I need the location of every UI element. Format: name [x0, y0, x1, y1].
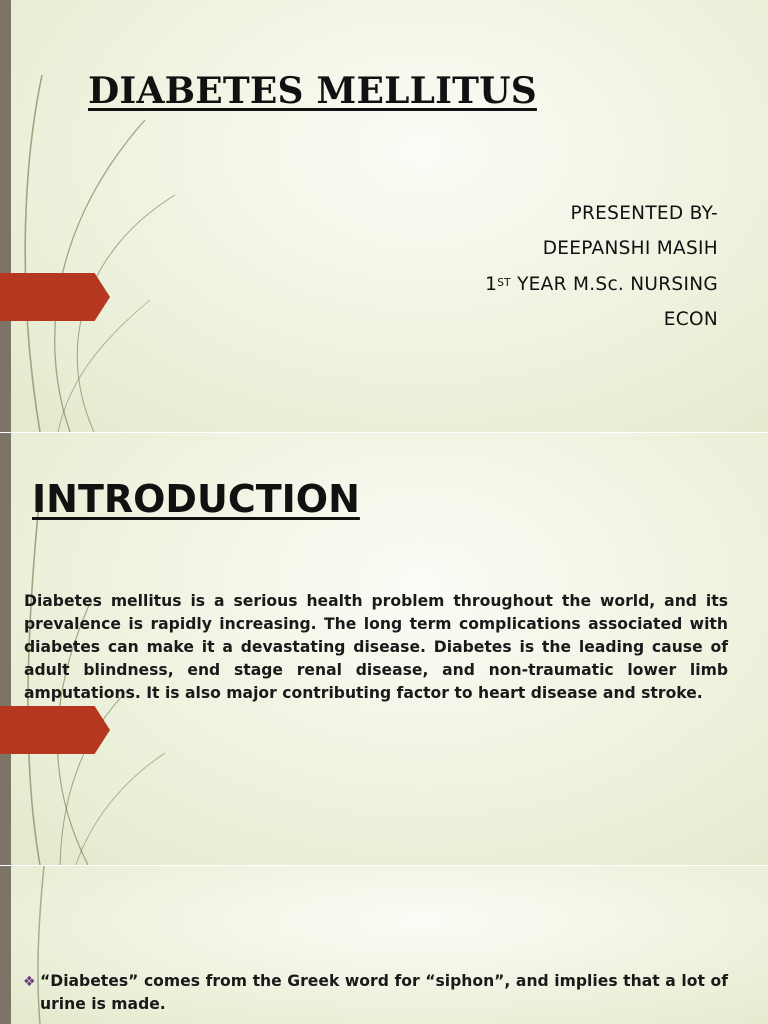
accent-arrow-tab [0, 706, 110, 754]
presented-by-label: PRESENTED BY- [570, 203, 718, 224]
presenter-year: 1ST YEAR M.Sc. NURSING [485, 274, 718, 295]
slide-left-bar [0, 866, 11, 1024]
slide-left-bar [0, 0, 11, 432]
etymology-text: “Diabetes” comes from the Greek word for “siphon”, and implies that a lot of urine is made. [40, 972, 728, 1013]
introduction-heading: INTRODUCTION [32, 477, 360, 521]
accent-arrow-tab [0, 273, 110, 321]
presenter-name: DEEPANSHI MASIH [542, 238, 718, 259]
slide-title [0, 0, 768, 432]
slide-left-bar [0, 433, 11, 865]
presentation-title: DIABETES MELLITUS [88, 70, 537, 112]
presenter-institution: ECON [663, 309, 718, 330]
etymology-bullet [23, 970, 728, 1016]
introduction-paragraph: Diabetes mellitus is a serious health problem throughout the world, and its prevalence is rapidly increasing. The long term complications associated with diabetes can make it a devastating disease. Diabetes is the leading cause of adult blindness, end stage renal disease, and non-traumatic lower limb amputations. It is also major contributing factor to heart disease and stroke. [24, 592, 728, 702]
presenter-block [485, 196, 718, 337]
diamond-bullet-icon: ❖ [23, 974, 36, 990]
